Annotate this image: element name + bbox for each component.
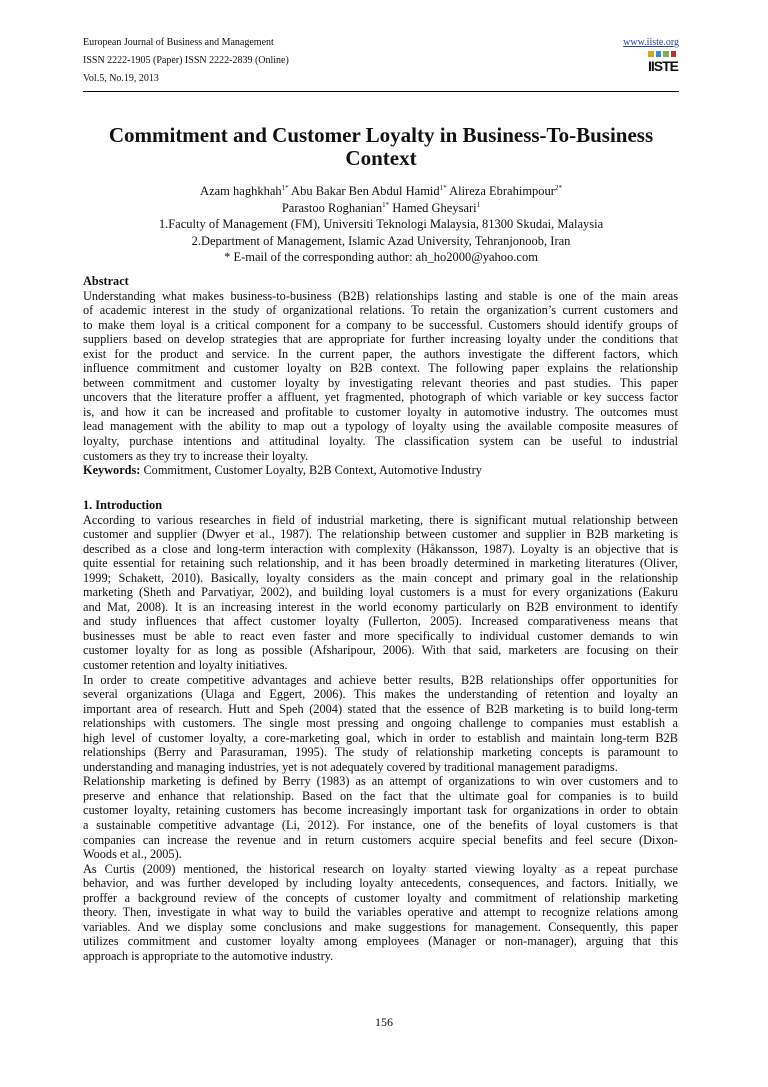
- text-line: is, and how it can be increased and profitable to customer loyalty in automotive industry. The outcomes must: [83, 404, 678, 419]
- abstract-heading: Abstract: [83, 274, 129, 288]
- text-line: Relationship marketing is defined by Berry (1983) as an attempt of organizations to win over customers and to: [83, 774, 678, 789]
- author-affiliation-mark: 2*: [554, 184, 562, 192]
- journal-url-link[interactable]: www.iiste.org: [623, 37, 679, 48]
- introduction-text: [83, 513, 678, 964]
- paper-title: [83, 124, 679, 170]
- author-name: Abu Bakar Ben Abdul Hamid: [288, 184, 440, 198]
- text-line: According to various researches in field of industrial marketing, there is significant mutual relationship between: [83, 512, 678, 527]
- author-name: Hamed Gheysari: [389, 200, 477, 215]
- paragraph: [83, 774, 678, 861]
- text-line: relationships with customers. The single most pressing and ongoing challenge to companies must establish a: [83, 716, 678, 731]
- text-line: and study influences that affect customer loyalty (Fullerton, 2005). Increased comparativeness means that: [83, 614, 678, 629]
- text-line: Woods et al., 2005).: [83, 847, 182, 862]
- text-line: and Mat, 2008). It is an increasing interest in the world economy particularly on B2B environment to identify: [83, 599, 678, 614]
- text-line: customer loyalty, retaining customers has become increasingly important task for organizations in order to obtain: [83, 803, 678, 818]
- text-line: companies can increase the revenue and in return customers acquire special benefits and feel secure (Dixon-: [83, 832, 678, 847]
- text-line: relationships (Berry and Parasuraman, 1995). The study of relationship marketing concepts is paramount to: [83, 745, 678, 760]
- keywords-line: [83, 463, 678, 478]
- text-line: quite essential for retaining such relationship, and it has been broadly determined in marketing literatures (Oliver,: [83, 556, 678, 571]
- header-divider: [83, 91, 679, 92]
- text-line: understanding and managing industries, yet is not adequately covered by traditional management paradigms.: [83, 759, 618, 774]
- text-line: customer retention and loyalty initiatives.: [83, 658, 288, 673]
- author-name: Azam haghkhah: [200, 184, 282, 198]
- text-line: uncovers that the literature proffer a affluent, yet fragmented, photograph of which variable or key success factor: [83, 390, 678, 405]
- corresponding-email: * E-mail of the corresponding author: ah_ho2000@yahoo.com: [224, 250, 538, 264]
- text-line: influence commitment and customer loyalty on B2B context. The following paper explains the relationship: [83, 361, 678, 376]
- text-line: suppliers based on develop strategies that are appropriate for further increasing loyalty under the conditions that: [83, 332, 678, 347]
- text-line: In order to create competitive advantages and achieve better results, B2B relationships offer opportunities for: [83, 672, 678, 687]
- text-line: between commitment and customer loyalty by investigating relevant theories and past studies. This paper: [83, 375, 678, 390]
- text-line: variables. And we display some conclusions and make suggestions for management. Consequently, this paper: [83, 919, 678, 934]
- author-affiliation-mark: 1: [476, 200, 481, 209]
- introduction-section: [83, 498, 678, 964]
- author-line: [83, 183, 679, 200]
- author-affiliation-mark: 1*: [382, 200, 390, 209]
- text-line: loyalty, purchase intentions and attitudinal loyalty. The classification system can be useful to industrial: [83, 434, 678, 449]
- author-name: Parastoo Roghanian: [281, 200, 383, 215]
- title-line: Commitment and Customer Loyalty in Business-To-Business: [108, 123, 654, 147]
- text-line: a sustainable competitive advantage (Li, 2012). For instance, one of the benefits of loyal customers is that: [83, 818, 678, 833]
- author-line: [83, 200, 679, 217]
- text-line: several organizations (Ulaga and Eggert, 2006). This makes the understanding of retention and loyalty an: [83, 687, 678, 702]
- text-line: proffer a background review of the concepts of customer loyalty and commitment of relationship marketing: [83, 890, 678, 905]
- abstract-text: [83, 289, 678, 464]
- keywords-label: Keywords:: [83, 463, 141, 478]
- introduction-heading: 1. Introduction: [83, 498, 163, 512]
- text-line: lead management with the ability to map out a typology of loyalty using the available composite measures of: [83, 419, 678, 434]
- iiste-logo: [648, 51, 679, 79]
- authors-block: [83, 183, 679, 266]
- text-line: customer and supplier (Dwyer et al., 1987). The relationship between customer and supplier in B2B marketing is: [83, 527, 678, 542]
- author-affiliation-mark: 1*: [439, 184, 447, 192]
- text-line: exist for the product and service. In the current paper, the authors investigate the different factors, which: [83, 346, 678, 361]
- text-line: theory. Then, investigate in what way to build the variables operative and attempt to recognize relations among: [83, 905, 678, 920]
- text-line: of academic interest in the study of organizational relations. To retain the organization’s current customers and: [83, 303, 678, 318]
- affiliation-2: 2.Department of Management, Islamic Azad University, Tehranjonoob, Iran: [191, 233, 571, 248]
- paragraph: [83, 513, 678, 673]
- text-line: businesses must be able to react even faster and more specifically to individual customer demands to win: [83, 628, 678, 643]
- text-line: high level of customer loyalty, a core-marketing goal, which in order to establish and maintain long-term B2B: [83, 730, 678, 745]
- text-line: approach is appropriate to the automotive industry.: [83, 948, 334, 963]
- issn: ISSN 2222-1905 (Paper) ISSN 2222-2839 (Online): [83, 55, 289, 66]
- text-line: 1999; Schakett, 2010). Basically, loyalty considers as the main concept and primary goal in the relationship: [83, 570, 678, 585]
- text-line: important area of research. Hutt and Speh (2004) stated that the essence of B2B marketing is to build long-term: [83, 701, 678, 716]
- page-number: 156: [375, 1015, 393, 1029]
- text-line: As Curtis (2009) mentioned, the historical research on loyalty started viewing loyalty as a repeat purchase: [83, 861, 678, 876]
- volume-info: Vol.5, No.19, 2013: [83, 73, 159, 84]
- text-line: customer loyalty for as long as possible (Afsharipour, 2006). With that said, marketers are focusing on their: [83, 643, 678, 658]
- text-line: to make them loyal is a critical component for a company to be successful. Customers should identify groups of: [83, 317, 678, 332]
- abstract-section: [83, 274, 678, 478]
- title-line: Context: [345, 146, 417, 170]
- text-line: marketing (Sheth and Parvatiyar, 2002), and building loyal customers is a must for every organizations (Eakuru: [83, 585, 678, 600]
- logo-text: IISTE: [648, 58, 679, 74]
- text-line: behavior, and was further developed by including loyalty antecedents, consequences, and factors. Initially, we: [83, 876, 678, 891]
- text-line: preserve and enhance that relationship. Based on the fact that the ultimate goal for companies is to build: [83, 788, 678, 803]
- author-affiliation-mark: 1*: [281, 184, 289, 192]
- text-line: described as a close and long-term interaction with complexity (Håkansson, 1987). Loyalty is an objective that is: [83, 541, 678, 556]
- keywords: Commitment, Customer Loyalty, B2B Context, Automotive Industry: [140, 463, 482, 478]
- journal-name: European Journal of Business and Management: [83, 37, 274, 48]
- paragraph: [83, 673, 678, 775]
- affiliation-1: 1.Faculty of Management (FM), Universiti Teknologi Malaysia, 81300 Skudai, Malaysia: [158, 217, 604, 231]
- text-line: utilizes commitment and customer loyalty among employees (Manager or non-manager), arguing that this: [83, 934, 678, 949]
- paragraph: [83, 862, 678, 964]
- text-line: Understanding what makes business-to-business (B2B) relationships lasting and stable is one of the main areas: [83, 288, 678, 303]
- author-name: Alireza Ebrahimpour: [446, 184, 555, 198]
- text-line: customers as they try to increase their loyalty.: [83, 448, 309, 463]
